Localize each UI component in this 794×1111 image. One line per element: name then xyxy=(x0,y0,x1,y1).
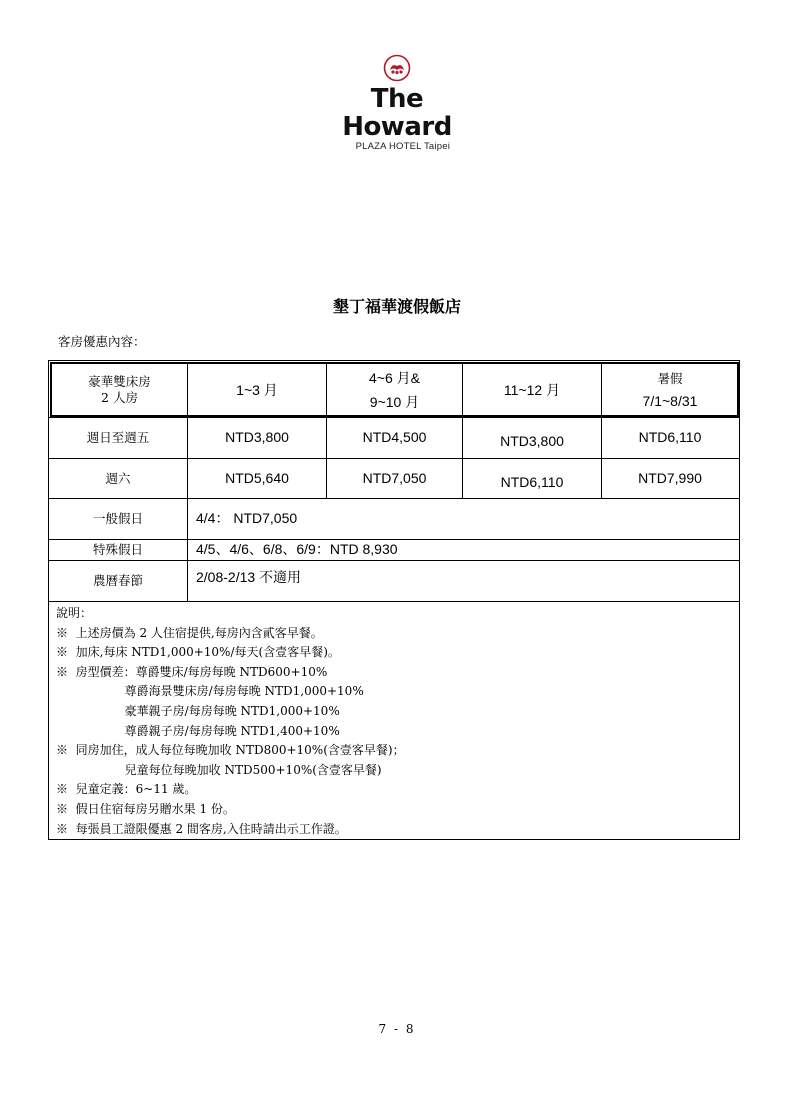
header-period-2-line1: 4~6 月& xyxy=(369,370,420,386)
holiday-value-lunar-new-year: 2/08-2/13 不適用 xyxy=(196,569,302,585)
row-label-saturday: 週六 xyxy=(105,470,131,486)
hotel-logo-subtitle: PLAZA HOTEL Taipei xyxy=(355,141,450,152)
note-line: ※ 假日住宿每房另贈水果 1 份。 xyxy=(56,801,235,816)
holiday-value-general: 4/4： NTD7,050 xyxy=(196,510,298,526)
header-period-3: 11~12 月 xyxy=(503,382,561,398)
notes-section xyxy=(56,604,405,839)
hotel-logo xyxy=(316,54,478,152)
note-line: 兒童每位每晚加收 NTD500+10%(含壹客早餐) xyxy=(56,762,382,777)
header-room-type-name: 豪華雙床房 xyxy=(88,374,151,389)
rate-cell: NTD3,800 xyxy=(500,433,564,449)
rate-cell: NTD6,110 xyxy=(638,429,702,445)
row-label-weekday: 週日至週五 xyxy=(86,430,150,445)
rate-cell: NTD7,990 xyxy=(638,470,702,486)
rate-cell: NTD5,640 xyxy=(225,470,289,486)
note-line: ※ 上述房價為 2 人住宿提供,每房內含貳客早餐。 xyxy=(56,625,323,640)
note-line: ※ 加床,每床 NTD1,000+10%/每天(含壹客早餐)。 xyxy=(56,645,340,660)
holiday-value-special: 4/5、4/6、6/8、6/9：NTD 8,930 xyxy=(196,540,398,557)
header-period-2 xyxy=(327,364,462,416)
note-line: ※ 房型價差：尊爵雙床/每房每晚 NTD600+10% xyxy=(56,664,328,679)
rate-cell: NTD4,500 xyxy=(362,429,427,445)
header-period-4 xyxy=(602,364,738,416)
note-line: ※ 每張員工證限優惠 2 間客房,入住時請出示工作證。 xyxy=(56,821,347,836)
holiday-label-lunar-new-year: 農曆春節 xyxy=(92,573,143,588)
note-line: 豪華親子房/每房每晚 NTD1,000+10% xyxy=(56,703,340,718)
header-period-1: 1~3 月 xyxy=(236,382,278,398)
note-line: 尊爵海景雙床房/每房每晚 NTD1,000+10% xyxy=(56,684,364,699)
note-line: 尊爵親子房/每房每晚 NTD1,400+10% xyxy=(56,723,340,738)
rate-cell: NTD7,050 xyxy=(362,470,427,486)
header-room-type xyxy=(52,364,187,416)
grid-line xyxy=(48,601,740,602)
holiday-label-special: 特殊假日 xyxy=(92,542,143,557)
rate-cell: NTD6,110 xyxy=(500,474,564,490)
note-line: ※ 同房加住，成人每位每晚加收 NTD800+10%(含壹客早餐)； xyxy=(56,743,405,758)
document-title: 墾丁福華渡假飯店 xyxy=(332,297,461,316)
notes-heading: 說明： xyxy=(56,606,93,620)
hotel-emblem-icon xyxy=(383,54,411,82)
header-period-2-line2: 9~10 月 xyxy=(369,394,420,410)
page-number: 7 - 8 xyxy=(378,1022,416,1036)
header-room-persons: 2 人房 xyxy=(101,390,138,405)
intro-label: 客房優惠內容： xyxy=(58,334,146,349)
hotel-logo-name: The Howard xyxy=(342,84,452,142)
holiday-label-general: 一般假日 xyxy=(92,511,143,526)
header-period-4-line2: 7/1~8/31 xyxy=(642,393,698,409)
note-line: ※ 兒童定義：6~11 歲。 xyxy=(56,782,197,797)
header-period-4-line1: 暑假 xyxy=(657,371,683,386)
rate-cell: NTD3,800 xyxy=(225,429,289,445)
